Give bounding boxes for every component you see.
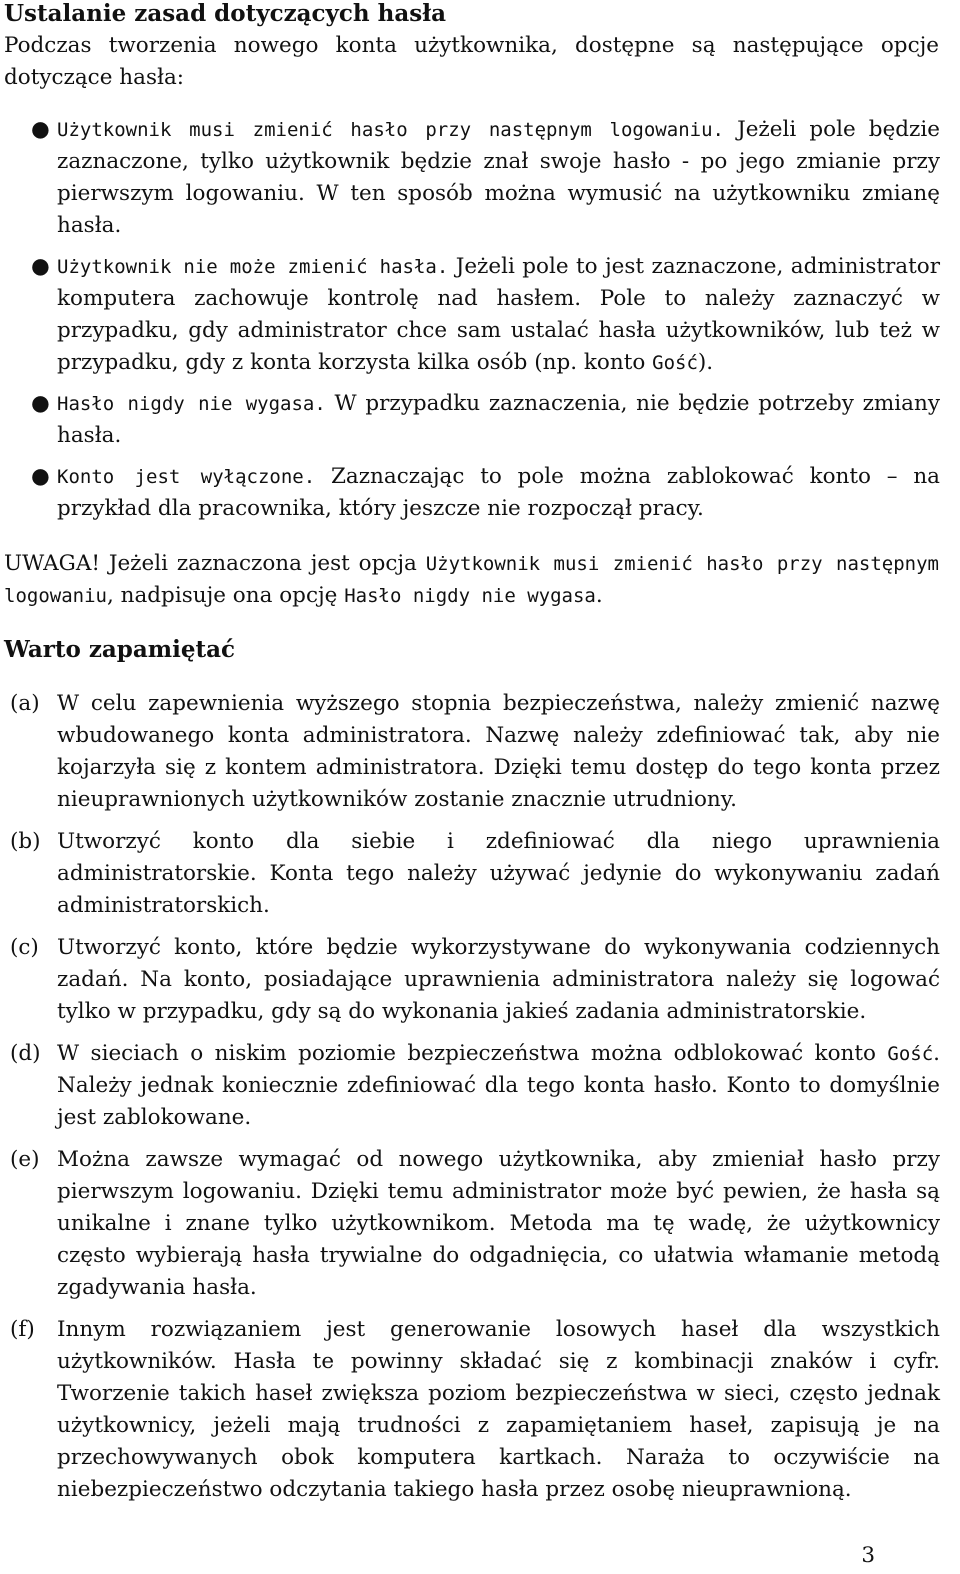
bullet-icon: ● (31, 464, 50, 489)
item-label: (e) (10, 1147, 40, 1172)
list-item (0, 251, 940, 379)
bullet-icon: ● (31, 254, 50, 279)
item-text: Innym rozwiązaniem jest generowanie losowych haseł dla wszystkich użytkowników. Hasła te powinny składać się z kombinacji znaków i cyfr. Tworzenie takich haseł zwiększa poziom bezpieczeństwa w sieci, często jednak użytkownicy, jeżeli mają trudności z zapamiętaniem haseł, zapisują je na przechowywanych obok komputera kartkach. Naraża to oczywiście na niebezpieczeństwo odczytania takiego hasła przez osobę nieuprawnioną. (57, 1317, 940, 1502)
list-item (0, 826, 940, 922)
item-text: W celu zapewnienia wyższego stopnia bezpieczeństwa, należy zmienić nazwę wbudowanego konta administratora. Nazwę należy zdefiniować tak, aby nie kojarzyła się z kontem administratora. Dzięki temu dostęp do tego konta przez nieuprawnionych użytkowników zostanie znacznie utrudniony. (57, 691, 940, 812)
list-item (0, 1038, 940, 1134)
item-label: (d) (10, 1041, 41, 1066)
section-title-remember: Warto zapamiętać (4, 636, 236, 663)
password-options-list (0, 114, 940, 534)
option-name: Użytkownik nie może zmienić hasła. (57, 256, 449, 278)
bullet-icon: ● (31, 117, 50, 142)
account-name: Gość (652, 352, 698, 374)
account-name: Gość (887, 1043, 934, 1065)
option-description: Jeżeli pole to jest zaznaczone, administrator komputera zachowuje kontrolę nad hasłem. Pole to należy zaznaczyć w przypadku, gdy administrator chce sam ustalać hasła użytkowników, lub też w przypadku, gdy z konta korzysta kilka osób (np. konto (57, 254, 940, 375)
tips-list (0, 688, 940, 1516)
intro-paragraph: Podczas tworzenia nowego konta użytkownika, dostępne są następujące opcje dotyczące hasła: (4, 33, 939, 90)
item-label: (b) (10, 829, 41, 854)
item-label: (a) (10, 691, 40, 716)
option-description: W przypadku zaznaczenia, nie będzie potrzeby zmiany hasła. (57, 391, 940, 448)
option-name: Użytkownik musi zmienić hasło przy następnym logowaniu. (57, 119, 724, 141)
bullet-icon: ● (31, 391, 50, 416)
option-description: Zaznaczając to pole można zablokować konto – na przykład dla pracownika, który jeszcze nie rozpoczął pracy. (57, 464, 941, 521)
item-label: (c) (10, 935, 39, 960)
item-text: Można zawsze wymagać od nowego użytkownika, aby zmieniał hasło przy pierwszym logowaniu. Dzięki temu administrator może być pewien, że hasła są unikalne i znane tylko użytkownikom. Metoda ma tę wadę, że użytkownicy często wybierają hasła trywialne do odgadnięcia, co ułatwia włamanie metodą zgadywania hasła. (57, 1147, 940, 1300)
list-item (0, 461, 940, 525)
section-title-password-rules: Ustalanie zasad dotyczących hasła (4, 0, 446, 27)
page-number: 3 (861, 1543, 875, 1568)
item-text-tail: . Należy jednak koniecznie zdefiniować dla tego konta hasło. Konto to domyślnie jest zablokowane. (57, 1041, 940, 1130)
warning-text: . (595, 583, 603, 608)
item-text: Utworzyć konto, które będzie wykorzystywane do wykonywania codziennych zadań. Na konto, posiadające uprawnienia administratora należy się logować tylko w przypadku, gdy są do wykonania jakieś zadania administratorskie. (57, 935, 940, 1024)
warning-text: Jeżeli zaznaczona jest opcja (100, 551, 426, 576)
item-text: Utworzyć konto dla siebie i zdefiniować dla niego uprawnienia administratorskie. Konta tego należy używać jedynie do wykonywaniu zadań administratorskich. (57, 829, 940, 918)
item-text: W sieciach o niskim poziomie bezpieczeństwa można odblokować konto (57, 1041, 888, 1066)
option-name: Użytkownik musi zmienić hasło przy następnym logowaniu (4, 553, 939, 607)
list-item (0, 388, 940, 452)
warning-paragraph (4, 548, 939, 612)
list-item (0, 688, 940, 816)
option-description-tail: ). (697, 350, 714, 375)
list-item (0, 932, 940, 1028)
option-name: Hasło nigdy nie wygasa (344, 585, 596, 607)
list-item (0, 1314, 940, 1506)
warning-label: UWAGA! (4, 551, 101, 576)
item-label: (f) (10, 1317, 35, 1342)
option-name: Konto jest wyłączone. (57, 466, 316, 488)
list-item (0, 1144, 940, 1304)
warning-text: , nadpisuje ona opcję (106, 583, 345, 608)
option-name: Hasło nigdy nie wygasa. (57, 393, 326, 415)
option-description: Jeżeli pole będzie zaznaczone, tylko użytkownik będzie znał swoje hasło - po jego zmianie przy pierwszym logowaniu. W ten sposób można wymusić na użytkowniku zmianę hasła. (57, 117, 940, 238)
list-item (0, 114, 940, 242)
